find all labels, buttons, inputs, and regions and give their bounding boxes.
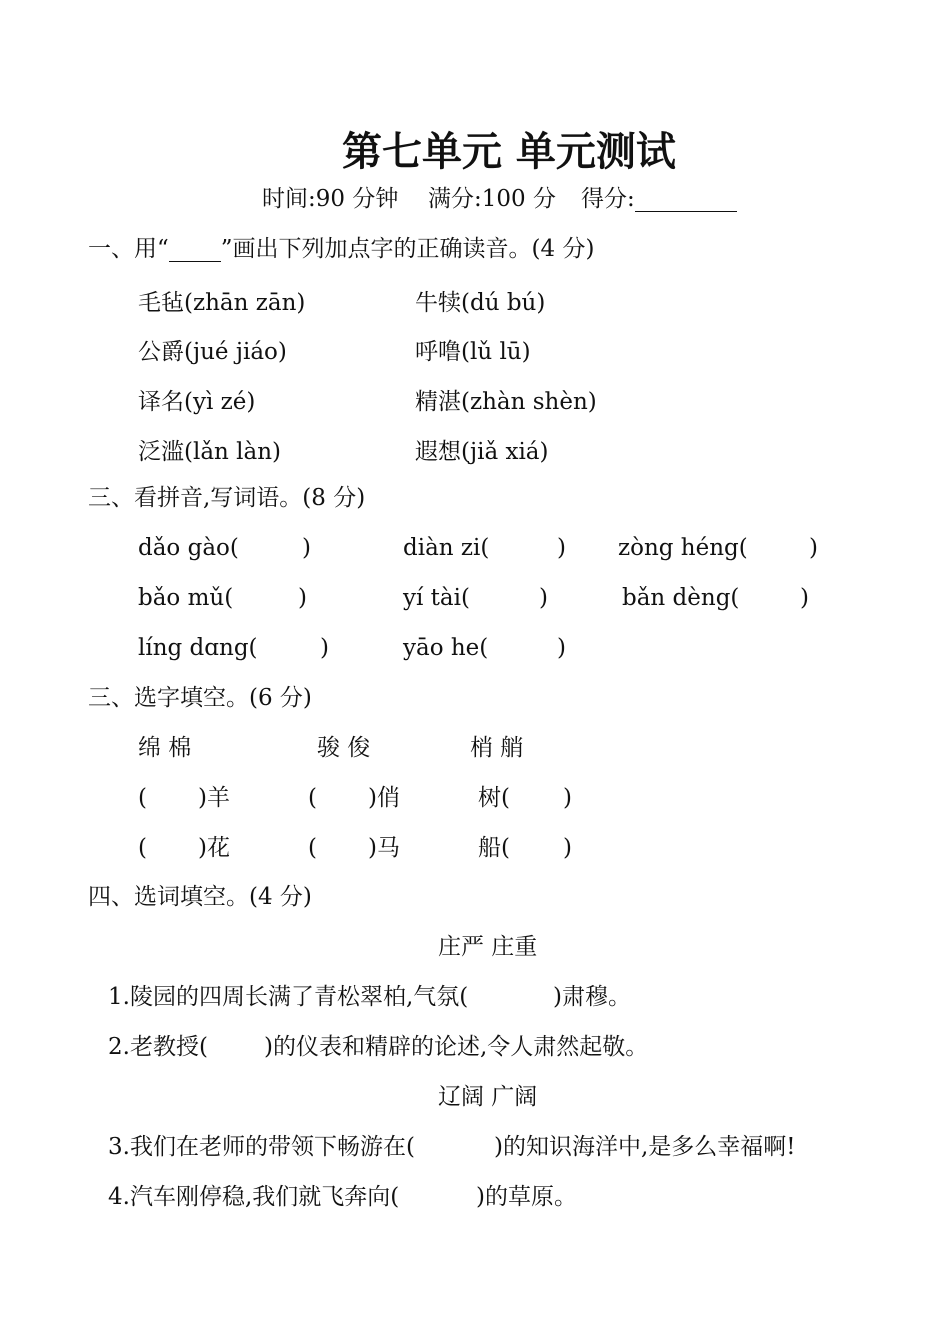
answer-bracket-close[interactable]: ) [320,635,329,661]
fill-bracket-open[interactable]: ( [308,835,317,861]
answer-bracket-close[interactable]: ) [809,535,818,561]
fill-word: )俏 [368,785,400,811]
section-1-heading-start: 一、用“ [88,236,169,262]
score-info [581,188,737,212]
question-4-end: )的草原。 [476,1184,577,1210]
answer-bracket-close[interactable]: ) [298,585,307,611]
pinyin-prompt: yāo he( [403,635,489,661]
page-title: 第七单元 单元测试 [342,128,676,175]
char-group: 绵 棉 [138,735,192,761]
question-2-end: )的仪表和精辟的论述,令人肃然起敬。 [264,1034,649,1060]
time-info: 时间:90 分钟 [262,186,399,212]
answer-bracket-close[interactable]: ) [557,635,566,661]
pinyin-choice-item[interactable]: 呼噜(lǔ lū) [415,339,531,365]
question-1-end: )肃穆。 [553,984,631,1010]
fill-word: 船( [478,835,510,861]
fill-bracket-open[interactable]: ( [138,785,147,811]
answer-bracket-close[interactable]: ) [800,585,809,611]
section-3-heading: 三、选字填空。(6 分) [88,685,312,711]
section-2-heading: 三、看拼音,写词语。(8 分) [88,485,366,511]
pinyin-choice-item[interactable]: 精湛(zhàn shèn) [415,389,597,415]
fill-word: )马 [368,835,400,861]
section-1-heading-end: ”画出下列加点字的正确读音。(4 分) [220,236,595,262]
pinyin-prompt: bǎo mǔ( [138,585,234,611]
answer-bracket-close[interactable]: ) [557,535,566,561]
underline-sample [169,238,221,262]
fill-bracket-open[interactable]: ( [138,835,147,861]
pinyin-prompt: diàn zi( [403,535,490,561]
fill-word: )花 [198,835,230,861]
char-group: 梢 艄 [470,735,524,761]
pinyin-choice-item[interactable]: 公爵(jué jiáo) [138,339,287,365]
word-choices: 辽阔 广阔 [438,1084,538,1110]
fill-word: )羊 [198,785,230,811]
section-1-heading [88,238,594,262]
fill-bracket-open[interactable]: ( [308,785,317,811]
pinyin-choice-item[interactable]: 遐想(jiǎ xiá) [415,439,549,465]
pinyin-prompt: líng dɑng( [138,635,258,661]
word-choices: 庄严 庄重 [438,934,538,960]
pinyin-choice-item[interactable]: 译名(yì zé) [138,389,256,415]
question-3-start: 3.我们在老师的带领下畅游在( [108,1134,415,1160]
fill-bracket-close[interactable]: ) [563,835,572,861]
full-score-info: 满分:100 分 [428,186,556,212]
question-2-start: 2.老教授( [108,1034,208,1060]
answer-bracket-close[interactable]: ) [302,535,311,561]
pinyin-choice-item[interactable]: 牛犊(dú bú) [415,290,546,316]
question-1-start: 1.陵园的四周长满了青松翠柏,气氛( [108,984,469,1010]
char-group: 骏 俊 [317,735,371,761]
pinyin-choice-item[interactable]: 泛滥(lǎn làn) [138,439,282,465]
answer-bracket-close[interactable]: ) [539,585,548,611]
pinyin-prompt: zòng héng( [618,535,748,561]
score-label: 得分: [581,186,635,212]
pinyin-prompt: bǎn dèng( [622,585,740,611]
pinyin-prompt: dǎo gào( [138,535,239,561]
section-4-heading: 四、选词填空。(4 分) [88,884,312,910]
score-blank[interactable] [635,188,737,212]
pinyin-choice-item[interactable]: 毛毡(zhān zān) [138,290,306,316]
question-3-end: )的知识海洋中,是多么幸福啊! [494,1134,796,1160]
fill-bracket-close[interactable]: ) [563,785,572,811]
pinyin-prompt: yí tài( [403,585,470,611]
fill-word: 树( [478,785,510,811]
question-4-start: 4.汽车刚停稳,我们就飞奔向( [108,1184,400,1210]
